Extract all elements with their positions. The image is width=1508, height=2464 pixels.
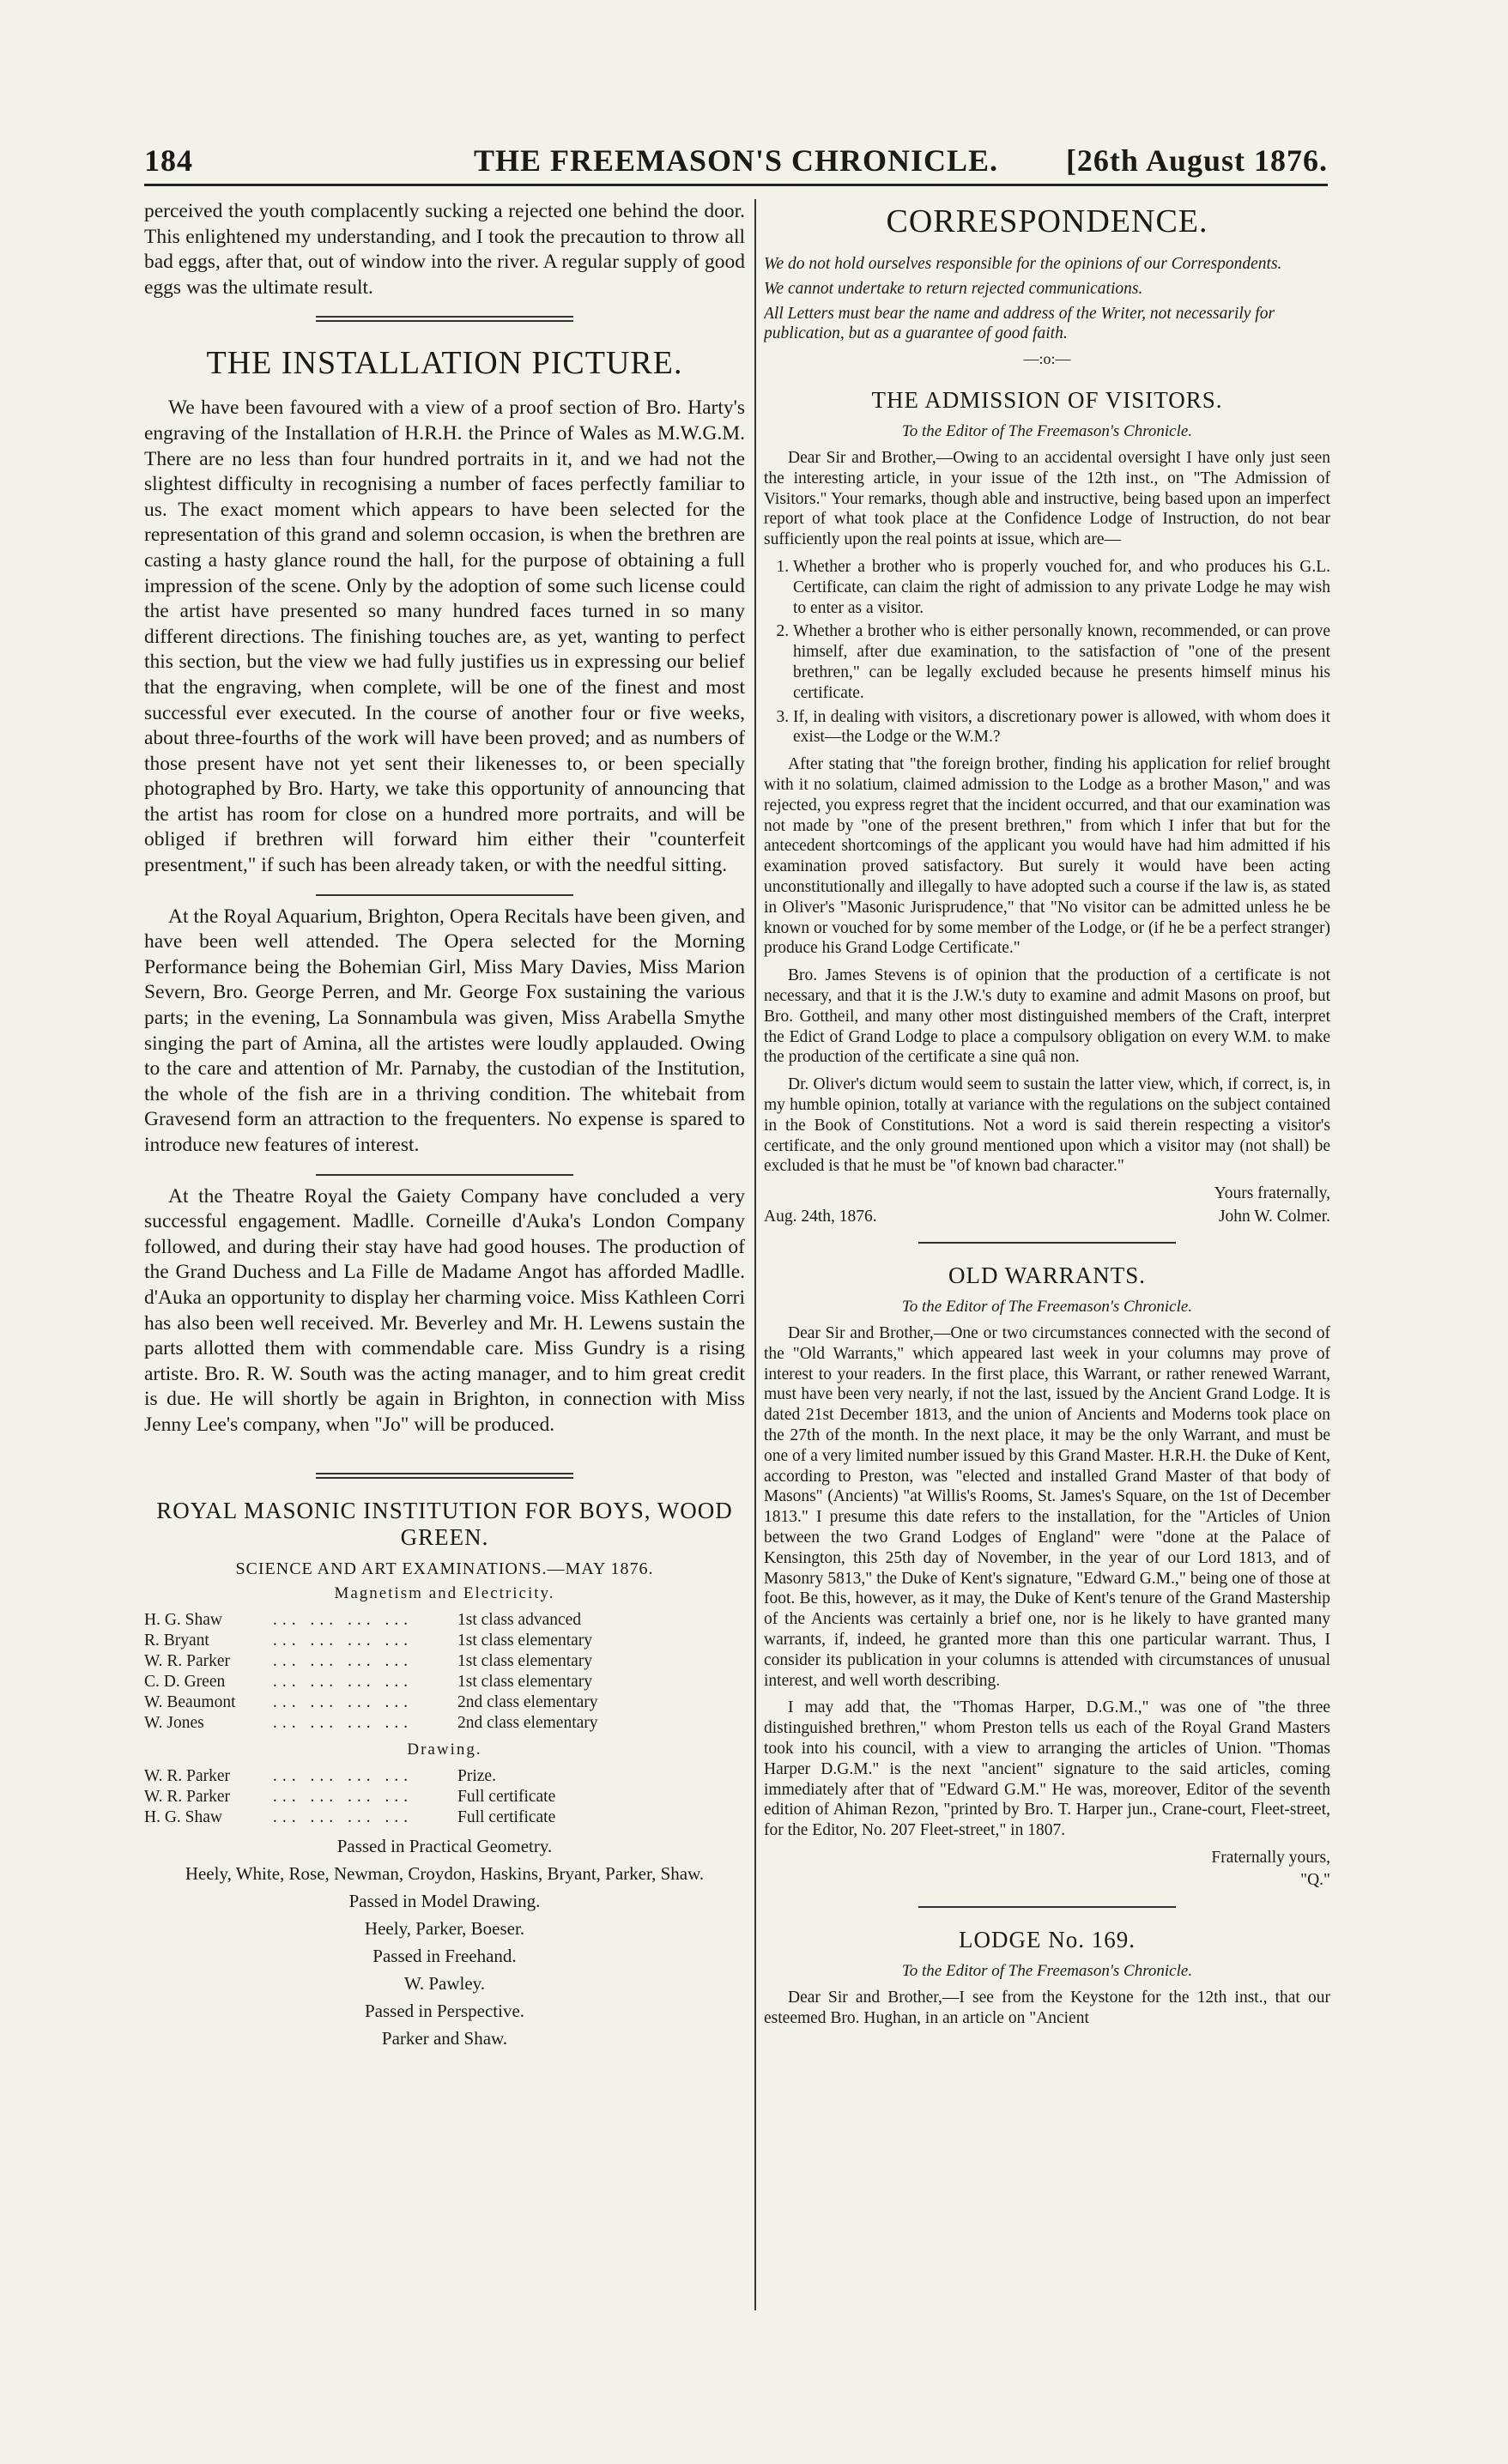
visitors-paragraph: Bro. James Stevens is of opinion that the production of a certificate is not necessary, and that it is the J.W.'s duty to examine and admit Masons on proof, but Bro. Gottheil, and many other most distinguished members of the Craft, interpret the Edict of Grand Lodge to place a compulsory obligation on every W.M. to make the production of the certificate a sine quâ non. (764, 966, 1330, 1067)
section-divider (918, 1906, 1176, 1908)
masthead (144, 136, 1328, 186)
ornament: —:o:— (1023, 350, 1071, 367)
page-number: 184 (144, 143, 193, 178)
magnetism-label: Magnetism and Electricity. (334, 1583, 555, 1602)
correspondence-title: CORRESPONDENCE. (886, 203, 1208, 239)
pass-names: Parker and Shaw. (381, 2027, 508, 2049)
table-row: R. Bryant ... ... ... ... 1st class elementary (144, 1631, 593, 1650)
pass-names: W. Pawley. (403, 1972, 486, 1994)
table-row: H. G. Shaw ... ... ... ... 1st class advanced (144, 1610, 582, 1629)
pass-label: Passed in Model Drawing. (348, 1890, 541, 1911)
table-row: W. R. Parker ... ... ... ... Full certificate (144, 1787, 556, 1806)
section-divider (316, 1174, 573, 1176)
visitors-paragraph: After stating that "the foreign brother, finding his application for relief brought with it no solatium, claimed admission to the Lodge as a brother Mason," and was rejected, you express regret that the incident occurred, and that our examination was not made by "one of the present brethren," from which I infer that but for the antecedent shortcomings of the applicant you would have had him admitted if his examination proved satisfactory. But surely it would have been acting unconstitutionally and illegally to have adopted such a course if the law is, as stated in Oliver's "Masonic Jurisprudence," that "No visitor can be admitted unless he be known or vouched for by some member of the Lodge, or (if he be a perfect stranger) produce his Grand Lodge Certificate." (764, 755, 1330, 958)
warrants-title: OLD WARRANTS. (948, 1262, 1146, 1289)
list-item: 2. Whether a brother who is either personally known, recommended, or can prove himself, after due examination, to the satisfaction of "one of the present brethren," can be legally excluded because he presents himself minus his certificate. (793, 621, 1330, 703)
right-column (764, 199, 1330, 2314)
pass-names: Heely, Parker, Boeser. (364, 1917, 525, 1939)
signature: "Q." (1300, 1871, 1330, 1890)
list-item: 3. If, in dealing with visitors, a discretionary power is allowed, with whom does it exist—the Lodge or the W.M.? (793, 707, 1330, 748)
list-item: 1. Whether a brother who is properly vouched for, and who produces his G.L. Certificate, can claim the right of admission to any private Lodge he may wish to enter as a visitor. (793, 557, 1330, 618)
rmib-title: ROYAL MASONIC INSTITUTION FOR BOYS, WOOD GREEN. (156, 1497, 733, 1550)
letter-date: Aug. 24th, 1876. (764, 1208, 877, 1226)
visitors-title: THE ADMISSION OF VISITORS. (871, 387, 1223, 413)
section-divider (316, 894, 573, 896)
column-divider (754, 199, 756, 2310)
disclaimer: We do not hold ourselves responsible for the opinions of our Correspondents. (764, 255, 1282, 273)
table-row: W. R. Parker ... ... ... ... 1st class elementary (144, 1651, 593, 1670)
installation-title: THE INSTALLATION PICTURE. (206, 345, 683, 382)
table-row: W. Jones ... ... ... ... 2nd class elementary (144, 1713, 598, 1732)
visitors-paragraph: Dr. Oliver's dictum would seem to sustain the latter view, which, if correct, is, in my humble opinion, totally at variance with the regulations on the subject contained in the Book of Constitutions. Not a word is said therein respecting a visitor's certificate, and the only ground mentioned upon which a visitor may (not shall) be excluded is that he must be "of known bad character." (764, 1075, 1330, 1176)
issue-date: [26th August 1876. (1065, 143, 1328, 178)
table-row: H. G. Shaw ... ... ... ... Full certificate (144, 1807, 556, 1826)
warrants-paragraph: I may add that, the "Thomas Harper, D.G.M.," was one of "the three distinguished brethren," whom Preston tells us each of the Royal Grand Masters took into his council, with a view to arranging the articles of Union. "Thomas Harper D.G.M." is the next "ancient" signature to the said articles, coming immediately after that of "Edward G.M." He was, moreover, Editor of the seventh edition of Ahiman Rezon, "printed by Bro. T. Harper jun., Crane-court, Fleet-street, for the Editor, No. 207 Fleet-street," in 1807. (764, 1698, 1330, 1840)
table-row: W. Beaumont ... ... ... ... 2nd class elementary (144, 1692, 598, 1711)
section-divider (918, 1242, 1176, 1244)
pass-label: Passed in Freehand. (372, 1945, 517, 1966)
lodge-title: LODGE No. 169. (959, 1927, 1136, 1953)
signature-row (764, 1208, 1330, 1226)
rmib-subtitle: SCIENCE AND ART EXAMINATIONS.—MAY 1876. (235, 1559, 654, 1578)
pass-label: Passed in Perspective. (364, 2000, 525, 2021)
closing: Fraternally yours, (1211, 1849, 1330, 1868)
section-divider (316, 316, 573, 322)
warrants-paragraph: Dear Sir and Brother,—One or two circumstances connected with the second of the "Old Warrants," which appeared last week in your columns may prove of interest to your readers. In the first place, this Warrant, or rather renewed Warrant, must have been very nearly, if not the last, issued by the Ancient Grand Lodge. It is dated 21st December 1813, and the union of Ancients and Moderns took place on the 27th of the month. In the next place, it may be the only Warrant, and must be one of a very limited number issued by this Grand Master. H.R.H. the Duke of Kent, according to Preston, was "elected and installed Grand Master of that body of Masons" (Ancients) "at Willis's Rooms, St. James's Square, on the 1st of December 1813." I presume this date refers to the installation, for the "Articles of Union between the two Grand Lodges of England" were "done at the Palace of Kensington, this 25th day of November, in the year of our Lord 1813, and of Masonry 5813," the Duke of Kent's signature, "Edward G.M.," being one of those at foot. Be this, however, as it may, the Duke of Kent's tenure of the Grand Mastership of the Ancients was certainly a brief one, nor is he likely to have granted many warrants, if, indeed, he granted more than this one particular warrant. Thus, I consider its publication in your columns is attended with circumstances of unusual interest, and well worth describing. (764, 1324, 1330, 1690)
left-column (144, 199, 745, 2314)
table-row: C. D. Green ... ... ... ... 1st class elementary (144, 1672, 593, 1691)
pass-names: Heely, White, Rose, Newman, Croydon, Haskins, Bryant, Parker, Shaw. (185, 1862, 705, 1884)
disclaimer: We cannot undertake to return rejected communications. (764, 280, 1143, 298)
intro-paragraph: perceived the youth complacently sucking a rejected one behind the door. This enlightened my understanding, and I took the precaution to throw all bad eggs, after that, out of window into the river. A regular supply of good eggs was the ultimate result. (144, 200, 745, 299)
drawing-results (144, 1766, 745, 1828)
closing: Yours fraternally, (1214, 1184, 1330, 1203)
to-editor: To the Editor of The Freemason's Chronicle. (901, 1298, 1193, 1317)
visitors-opening: Dear Sir and Brother,—Owing to an accidental oversight I have only just seen the interesting article, in your issue of the 12th inst., on "The Admission of Visitors." Your remarks, though able and instructive, being based upon an imperfect report of what took place at the Confidence Lodge of Instruction, do not bear sufficiently upon the real points at issue, which are— (764, 449, 1330, 549)
aquarium-paragraph: At the Royal Aquarium, Brighton, Opera Recitals have been given, and have been well attended. The Opera selected for the Morning Performance being the Bohemian Girl, Miss Mary Davies, Miss Marion Severn, Bro. George Perren, and Mr. George Fox sustaining the various parts; in the evening, La Sonnambula was given, Miss Arabella Smythe singing the part of Amina, all the artistes were loudly applauded. Owing to the care and attention of Mr. Parnaby, the custodian of the Institution, the whole of the fish are in a thriving condition. The whitebait from Gravesend form an attraction to the frequenters. No expense is spared to introduce new features of interest. (144, 905, 745, 1156)
lodge-paragraph: Dear Sir and Brother,—I see from the Keystone for the 12th inst., that our esteemed Bro. Hughan, in an article on "Ancient (764, 1989, 1330, 2027)
table-row: W. R. Parker ... ... ... ... Prize. (144, 1766, 496, 1785)
section-divider (316, 1473, 573, 1479)
newspaper-title: THE FREEMASON'S CHRONICLE. (473, 143, 999, 178)
disclaimer: All Letters must bear the name and address of the Writer, not necessarily for publication, but as a guarantee of good faith. (764, 305, 1275, 342)
to-editor: To the Editor of The Freemason's Chronicle. (901, 422, 1193, 440)
drawing-label: Drawing. (407, 1740, 482, 1759)
pass-label: Passed in Practical Geometry. (336, 1835, 553, 1856)
signature: John W. Colmer. (1218, 1208, 1330, 1226)
installation-paragraph: We have been favoured with a view of a proof section of Bro. Harty's engraving of the Installation of H.R.H. the Prince of Wales as M.W.G.M. There are no less than four hundred portraits in it, and we had not the slightest difficulty in recognising a number of faces perfectly familiar to us. The exact moment which appears to have been selected for the representation of this grand and solemn occasion, is when the brethren are casting a hasty glance round the hall, for the purpose of obtaining a full impression of the scene. Only by the adoption of some such license could the artist have presented so many hundred faces turned in so many different directions. The finishing touches are, as yet, wanting to perfect this section, but the view we had fully justifies us in expressing our belief that the engraving, when complete, will be one of the finest and most successful ever executed. In the course of another four or five weeks, about three-fourths of the work will have been proved; and as numbers of those present have not yet sent their likenesses to, or been specially photographed by Bro. Harty, we take this opportunity of announcing that the artist has room for close on a hundred more portraits, and will be obliged if brethren will forward him either their "counterfeit presentment," if such has been already taken, or with the needful sitting. (144, 397, 745, 877)
to-editor: To the Editor of The Freemason's Chronicle. (901, 1962, 1193, 1981)
visitors-points (764, 557, 1330, 748)
magnetism-results (144, 1610, 745, 1734)
theatre-paragraph: At the Theatre Royal the Gaiety Company have concluded a very successful engagement. Madlle. Corneille d'Auka's London Company followed, and during their stay have had good houses. The production of the Grand Duchess and La Fille de Madame Angot has afforded Madlle. d'Auka an opportunity to display her charming voice. Miss Kathleen Corri has also been well received. Mr. Beverley and Mr. H. Lewens sustain the parts allotted them with commendable care. Miss Gundry is a rising artiste. Bro. R. W. South was the acting manager, and to him great credit is due. He will shortly be again in Brighton, in connection with Miss Jenny Lee's company, when "Jo" will be produced. (144, 1184, 745, 1436)
